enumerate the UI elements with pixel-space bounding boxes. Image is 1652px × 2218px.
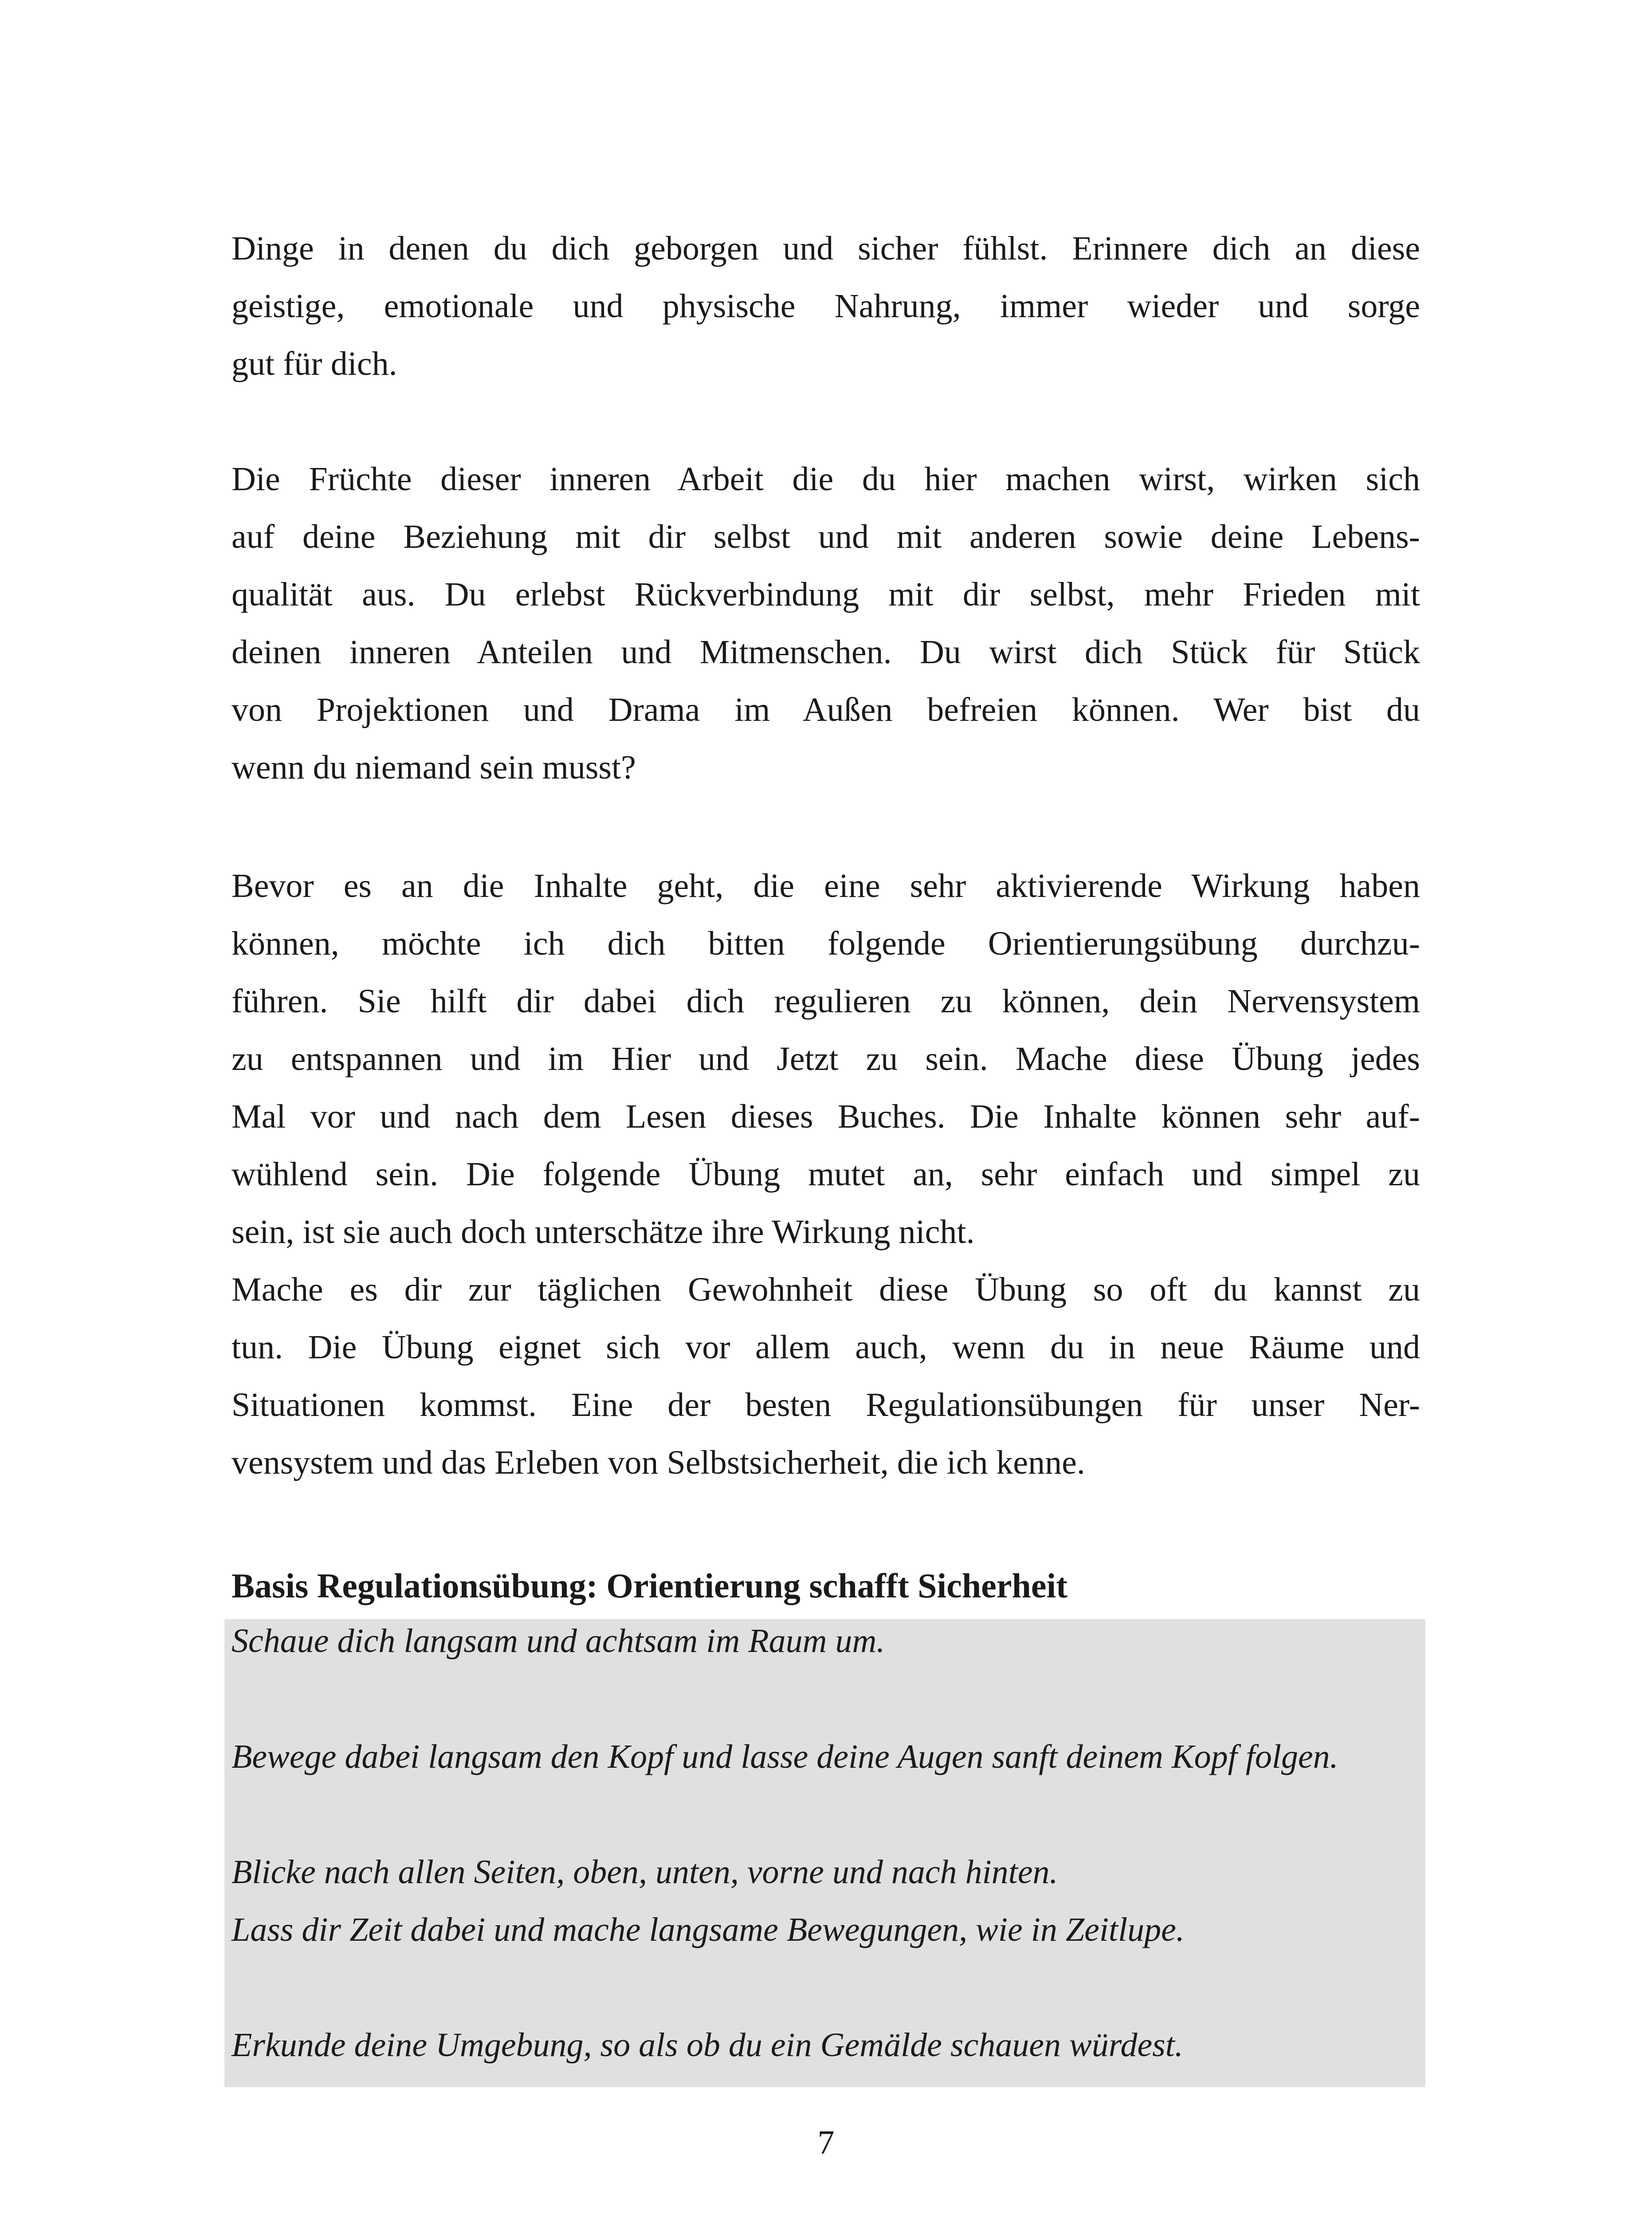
text-line: Bevor es an die Inhalte geht, die eine sehr aktivierende Wirkung haben — [232, 867, 1420, 905]
exercise-line: Blicke nach allen Seiten, oben, unten, vorne und nach hinten. — [232, 1853, 1058, 1891]
exercise-box — [224, 1619, 1425, 2087]
text-line: deinen inneren Anteilen und Mitmenschen. Du wirst dich Stück für Stück — [232, 633, 1420, 671]
page-number: 7 — [817, 2124, 835, 2161]
text-line: vensystem und das Erleben von Selbstsicherheit, die ich kenne. — [232, 1444, 1085, 1481]
text-line: geistige, emotionale und physische Nahrung, immer wieder und sorge — [232, 287, 1420, 325]
text-line: Die Früchte dieser inneren Arbeit die du hier machen wirst, wirken sich — [232, 460, 1420, 498]
text-line: führen. Sie hilft dir dabei dich regulieren zu können, dein Nervensystem — [232, 983, 1420, 1020]
exercise-line: Lass dir Zeit dabei und mache langsame Bewegungen, wie in Zeitlupe. — [232, 1911, 1185, 1948]
text-line: zu entspannen und im Hier und Jetzt zu sein. Mache diese Übung jedes — [232, 1040, 1420, 1078]
exercise-heading: Basis Regulationsübung: Orientierung schafft Sicherheit — [232, 1566, 1068, 1605]
text-line: Mache es dir zur täglichen Gewohnheit diese Übung so oft du kannst zu — [232, 1271, 1420, 1308]
exercise-line: Erkunde deine Umgebung, so als ob du ein Gemälde schauen würdest. — [232, 2026, 1183, 2064]
text-line: gut für dich. — [232, 345, 397, 382]
exercise-line: Bewege dabei langsam den Kopf und lasse deine Augen sanft deinem Kopf folgen. — [232, 1738, 1338, 1775]
text-line: qualität aus. Du erlebst Rückverbindung mit dir selbst, mehr Frieden mit — [232, 576, 1420, 613]
text-line: Situationen kommst. Eine der besten Regulationsübungen für unser Ner- — [232, 1386, 1420, 1424]
exercise-line: Schaue dich langsam und achtsam im Raum um. — [232, 1622, 885, 1660]
text-line: wenn du niemand sein musst? — [232, 749, 636, 786]
paragraph-3 — [232, 857, 1420, 1491]
text-line: Mal vor und nach dem Lesen dieses Buches. Die Inhalte können sehr auf- — [232, 1098, 1420, 1135]
paragraph-1 — [232, 220, 1420, 393]
text-line: Dinge in denen du dich geborgen und sicher fühlst. Erinnere dich an diese — [232, 230, 1420, 267]
text-line: können, möchte ich dich bitten folgende Orientierungsübung durchzu- — [232, 925, 1420, 962]
text-line: von Projektionen und Drama im Außen befreien können. Wer bist du — [232, 691, 1420, 728]
text-line: tun. Die Übung eignet sich vor allem auch, wenn du in neue Räume und — [232, 1329, 1420, 1366]
text-line: auf deine Beziehung mit dir selbst und mit anderen sowie deine Lebens- — [232, 518, 1420, 555]
text-line: sein, ist sie auch doch unterschätze ihre Wirkung nicht. — [232, 1213, 975, 1251]
paragraph-2 — [232, 450, 1420, 796]
text-line: wühlend sein. Die folgende Übung mutet an, sehr einfach und simpel zu — [232, 1156, 1420, 1193]
